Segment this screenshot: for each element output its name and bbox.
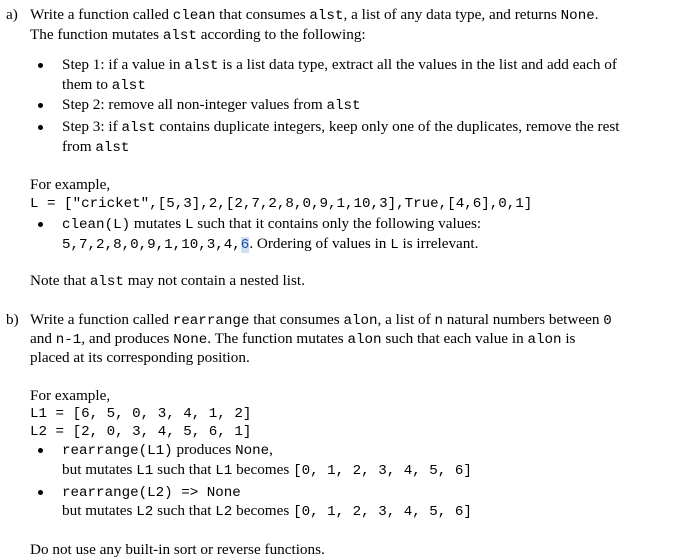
part-b-line-1: Write a function called rearrange that consumes alon, a list of n natural numbers between 0 <box>30 311 612 329</box>
note-a: Note that alst may not contain a nested list. <box>30 272 305 290</box>
part-a-intro-line-2: The function mutates alst according to the following: <box>30 26 366 44</box>
step-1-line-1: Step 1: if a value in alst is a list data type, extract all the values in the list and add each of <box>62 56 617 74</box>
bullet-icon <box>38 448 43 453</box>
final-note: Do not use any built-in sort or reverse functions. <box>30 541 325 558</box>
example-code-a: L = ["cricket",[5,3],2,[2,7,2,8,0,9,1,10,3],True,[4,6],0,1] <box>30 196 533 212</box>
part-b-line-3: placed at its corresponding position. <box>30 349 250 366</box>
example-a-values-line: 5,7,2,8,0,9,1,10,3,4,6. Ordering of values in L is irrelevant. <box>62 235 479 253</box>
step-3-line-1: Step 3: if alst contains duplicate integers, keep only one of the duplicates, remove the rest <box>62 118 620 136</box>
part-a-label: a) <box>6 6 18 23</box>
example-b1-line-2: but mutates L1 such that L1 becomes [0, 1, 2, 3, 4, 5, 6] <box>62 461 472 479</box>
bullet-icon <box>38 222 43 227</box>
highlighted-value: 6 <box>240 237 250 253</box>
example-code-l2: L2 = [2, 0, 3, 4, 5, 6, 1] <box>30 424 252 440</box>
part-b-line-2: and n-1, and produces None. The function mutates alon such that each value in alon is <box>30 330 576 348</box>
example-code-l1: L1 = [6, 5, 0, 3, 4, 1, 2] <box>30 406 252 422</box>
example-heading-a: For example, <box>30 176 111 193</box>
example-a-bullet-line-1: clean(L) mutates L such that it contains only the following values: <box>62 215 482 233</box>
example-b2-line-2: but mutates L2 such that L2 becomes [0, 1, 2, 3, 4, 5, 6] <box>62 502 472 520</box>
example-heading-b: For example, <box>30 387 111 404</box>
bullet-icon <box>38 125 43 130</box>
step-2: Step 2: remove all non-integer values from alst <box>62 96 361 114</box>
step-1-line-2: them to alst <box>62 76 146 94</box>
bullet-icon <box>38 103 43 108</box>
example-b1-line-1: rearrange(L1) produces None, <box>62 441 273 459</box>
example-b2-line-1: rearrange(L2) => None <box>62 485 241 501</box>
part-b-label: b) <box>6 311 19 328</box>
part-a-intro-line-1: Write a function called clean that consumes alst, a list of any data type, and returns None. <box>30 6 599 24</box>
bullet-icon <box>38 490 43 495</box>
step-3-line-2: from alst <box>62 138 130 156</box>
bullet-icon <box>38 63 43 68</box>
